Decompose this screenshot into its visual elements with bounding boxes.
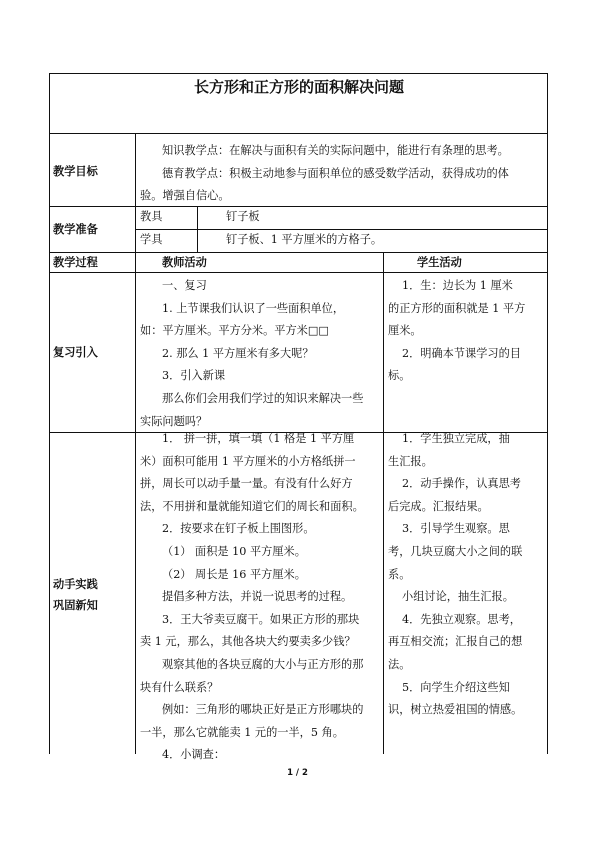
review-teacher-line: 那么你们会用我们学过的知识来解决一些 bbox=[162, 391, 364, 405]
practice-teacher-line: 观察其他的各块豆腐的大小与正方形的那 bbox=[162, 657, 364, 671]
practice-label-line1: 动手实践 bbox=[53, 577, 98, 591]
review-student-line: 的正方形的面积就是 1 平方 bbox=[388, 301, 526, 315]
practice-teacher-line: （2） 周长是 16 平方厘米。 bbox=[162, 567, 306, 581]
practice-student-line: 4．先独立观察。思考， bbox=[402, 612, 521, 626]
practice-teacher-line: 4．小调查： bbox=[162, 748, 226, 762]
objective-knowledge: 知识教学点：在解决与面积有关的实际问题中，能进行有条理的思考。 bbox=[162, 144, 509, 157]
col-divider-student bbox=[383, 252, 384, 754]
review-student-activity bbox=[388, 275, 525, 388]
review-teacher-line: 实际问题吗？ bbox=[140, 414, 208, 428]
practice-student-line: 生汇报。 bbox=[388, 454, 433, 468]
review-student-line: 2．明确本节课学习的目 bbox=[402, 346, 521, 360]
col-divider-tools bbox=[197, 206, 198, 252]
review-teacher-activity bbox=[140, 275, 363, 433]
review-student-line: 厘米。 bbox=[388, 324, 422, 338]
review-student-line: 标。 bbox=[388, 369, 411, 383]
row-divider bbox=[49, 272, 548, 273]
practice-teacher-line: 一半，那么它就能卖 1 元的一半，5 角。 bbox=[140, 725, 344, 739]
document-title: 长方形和正方形的面积解决问题 bbox=[193, 78, 404, 96]
col-divider-label bbox=[135, 133, 136, 754]
practice-student-line: 5．向学生介绍这些知 bbox=[402, 680, 510, 694]
practice-teacher-line: 例如：三角形的哪块正好是正方形哪块的 bbox=[162, 703, 364, 717]
practice-student-line: 小组讨论，抽生汇报。 bbox=[402, 590, 514, 604]
practice-teacher-line: 提倡多种方法，并说一说思考的过程。 bbox=[162, 590, 353, 604]
table-border-left bbox=[49, 73, 50, 754]
header-teacher: 教师活动 bbox=[162, 255, 207, 269]
practice-teacher-activity bbox=[140, 428, 364, 767]
table-border-right bbox=[547, 73, 548, 754]
preparation-label: 教学准备 bbox=[53, 222, 98, 236]
page-number: 1 / 2 bbox=[287, 768, 308, 778]
row-divider bbox=[49, 133, 548, 134]
review-teacher-line: 一、复习 bbox=[162, 279, 207, 292]
objective-moral-line2: 验。增强自信心。 bbox=[140, 189, 230, 203]
practice-student-line: 3．引导学生观察。思 bbox=[402, 522, 510, 536]
practice-teacher-line: 2．按要求在钉子板上围图形。 bbox=[162, 522, 315, 536]
practice-student-line: 系。 bbox=[388, 567, 411, 581]
header-process: 教学过程 bbox=[53, 255, 98, 269]
practice-student-activity bbox=[388, 428, 522, 722]
practice-student-line: 再互相交流；汇报自己的想 bbox=[388, 635, 523, 649]
practice-student-line: 法。 bbox=[388, 657, 411, 671]
review-teacher-line: 1. 上节课我们认识了一些面积单位， bbox=[162, 301, 345, 315]
practice-teacher-line: 拼，周长可以动手量一量。有没有什么好方 bbox=[140, 477, 353, 491]
practice-student-line: 后完成。汇报结果。 bbox=[388, 499, 489, 513]
objectives-content bbox=[140, 140, 509, 208]
review-teacher-line: 3．引入新课 bbox=[162, 369, 226, 383]
practice-teacher-line: 1． 拼一拼，填一填（1 格是 1 平方厘 bbox=[162, 432, 355, 445]
header-student: 学生活动 bbox=[417, 255, 462, 269]
student-tools-label: 学具 bbox=[140, 233, 163, 246]
student-tools-value: 钉子板、1 平方厘米的方格子。 bbox=[226, 233, 383, 246]
table-border-top bbox=[49, 73, 548, 74]
practice-student-line: 1．学生独立完成，抽 bbox=[402, 432, 510, 445]
row-divider bbox=[49, 252, 548, 253]
practice-student-line: 2．动手操作，认真思考 bbox=[402, 477, 521, 491]
objective-moral-line1: 德育教学点：积极主动地参与面积单位的感受数学活动，获得成功的体 bbox=[162, 166, 509, 180]
teacher-tools-label: 教具 bbox=[140, 210, 163, 223]
practice-label-line2: 巩固新知 bbox=[53, 598, 98, 612]
practice-student-line: 识，树立热爱祖国的情感。 bbox=[388, 703, 523, 717]
review-teacher-line: 2. 那么 1 平方厘米有多大呢？ bbox=[162, 346, 314, 360]
practice-teacher-line: （1） 面积是 10 平方厘米。 bbox=[162, 544, 306, 558]
practice-teacher-line: 卖 1 元，那么，其他各块大约要卖多少钱？ bbox=[140, 635, 356, 649]
practice-teacher-line: 块有什么联系？ bbox=[140, 680, 219, 694]
teacher-tools-value: 钉子板 bbox=[226, 210, 260, 223]
practice-student-line: 考，几块豆腐大小之间的联 bbox=[388, 544, 523, 558]
review-teacher-line: 如：平方厘米。平方分米。平方米□□ bbox=[140, 324, 329, 338]
practice-teacher-line: 法，不用拼和量就能知道它们的周长和面积。 bbox=[140, 499, 364, 513]
practice-teacher-line: 3．王大爷卖豆腐干。如果正方形的那块 bbox=[162, 612, 360, 626]
practice-teacher-line: 米）面积可能用 1 平方厘米的小方格纸拼一 bbox=[140, 454, 356, 468]
review-label: 复习引入 bbox=[53, 345, 98, 359]
review-student-line: 1．生：边长为 1 厘米 bbox=[402, 279, 513, 292]
objectives-label: 教学目标 bbox=[53, 164, 98, 178]
